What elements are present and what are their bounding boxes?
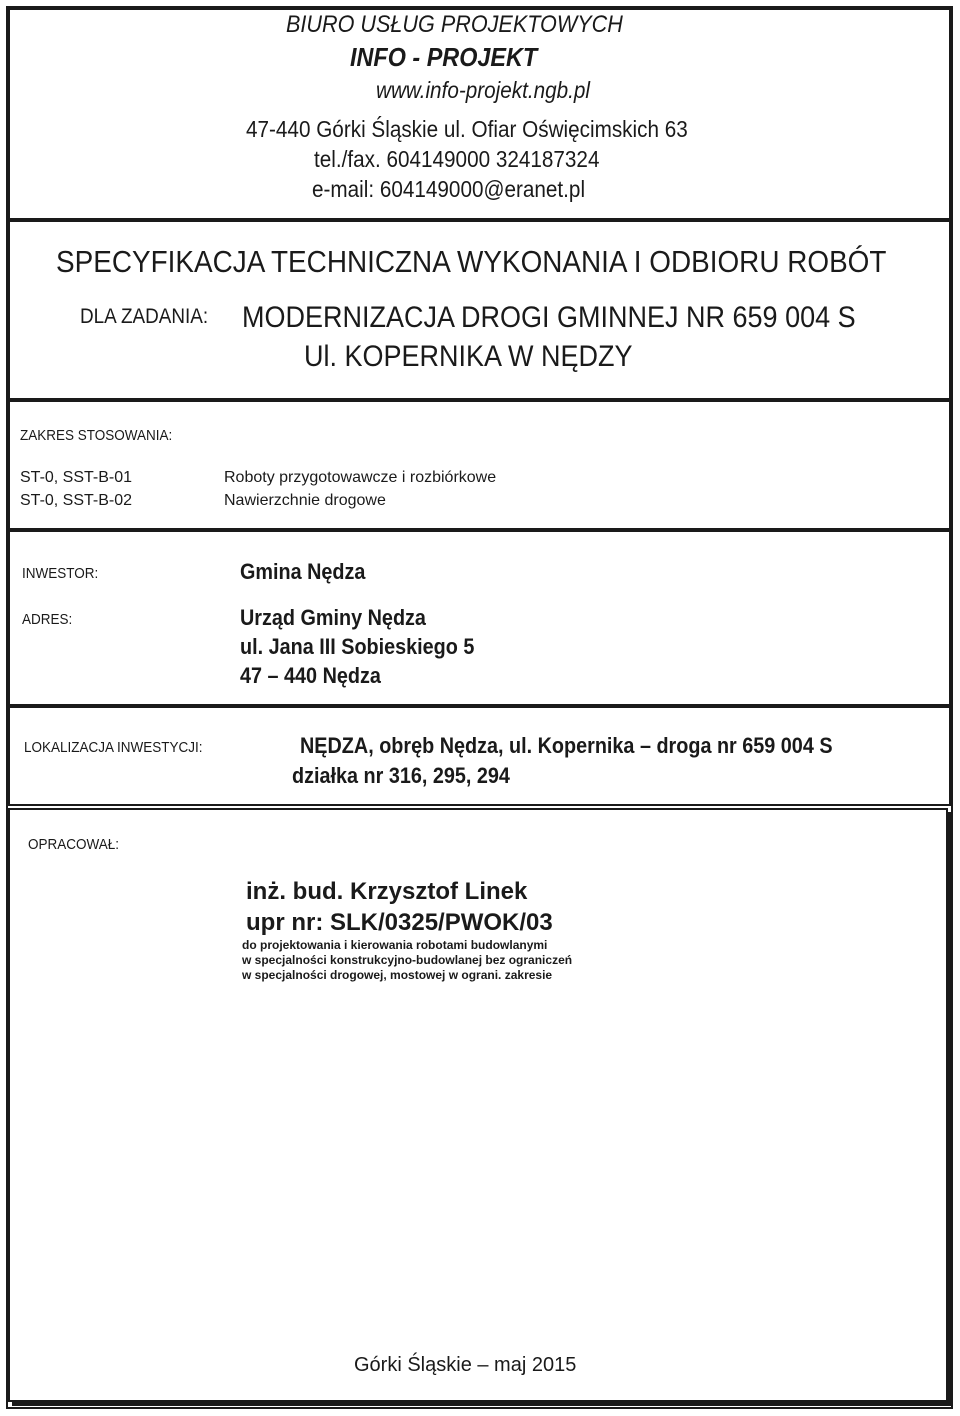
company-name-line2: INFO - PROJEKT xyxy=(350,42,538,72)
address-label: ADRES: xyxy=(22,611,73,628)
author-note: w specjalności konstrukcyjno-budowlanej bez ograniczeń xyxy=(242,953,573,967)
task-label: DLA ZADANIA: xyxy=(80,305,209,328)
investor-address-line: ul. Jana III Sobieskiego 5 xyxy=(240,634,475,659)
author-note: w specjalności drogowej, mostowej w ograni. zakresie xyxy=(242,968,553,982)
company-name-line1: BIURO USŁUG PROJEKTOWYCH xyxy=(286,11,623,38)
location-line2: działka nr 316, 295, 294 xyxy=(292,763,510,788)
document-title: SPECYFIKACJA TECHNICZNA WYKONANIA I ODBIORU ROBÓT xyxy=(56,244,887,279)
company-header-box xyxy=(8,8,951,220)
author-note: do projektowania i kierowania robotami budowlanymi xyxy=(242,938,548,952)
author-label: OPRACOWAŁ: xyxy=(28,836,120,853)
investor-label: INWESTOR: xyxy=(22,565,99,582)
investor-address-line: Urząd Gminy Nędza xyxy=(240,605,426,630)
company-address: 47-440 Górki Śląskie ul. Ofiar Oświęcimskich 63 xyxy=(246,116,688,142)
author-name: inż. bud. Krzysztof Linek xyxy=(246,878,528,905)
company-website: www.info-projekt.ngb.pl xyxy=(376,77,591,103)
investor-address-line: 47 – 440 Nędza xyxy=(240,663,381,688)
scope-description: Nawierzchnie drogowe xyxy=(224,492,386,509)
scope-description: Roboty przygotowawcze i rozbiórkowe xyxy=(224,469,497,486)
location-line1: NĘDZA, obręb Nędza, ul. Kopernika – droga nr 659 004 S xyxy=(300,733,833,758)
task-name-line2: Ul. KOPERNIKA W NĘDZY xyxy=(304,340,633,373)
title-box xyxy=(8,220,951,400)
company-phone: tel./fax. 604149000 324187324 xyxy=(314,146,600,172)
location-box xyxy=(8,706,951,806)
scope-box xyxy=(8,400,951,530)
author-box xyxy=(8,808,948,1402)
scope-code: ST-0, SST-B-02 xyxy=(20,492,133,509)
scope-label: ZAKRES STOSOWANIA: xyxy=(20,427,173,444)
scope-code: ST-0, SST-B-01 xyxy=(20,469,133,486)
location-label: LOKALIZACJA INWESTYCJI: xyxy=(24,739,203,756)
place-date: Górki Śląskie – maj 2015 xyxy=(354,1354,577,1376)
task-name-line1: MODERNIZACJA DROGI GMINNEJ NR 659 004 S xyxy=(242,301,856,334)
investor-name: Gmina Nędza xyxy=(240,559,366,584)
investor-box xyxy=(8,530,951,706)
author-license: upr nr: SLK/0325/PWOK/03 xyxy=(246,909,553,936)
company-email: e-mail: 604149000@eranet.pl xyxy=(312,176,586,202)
